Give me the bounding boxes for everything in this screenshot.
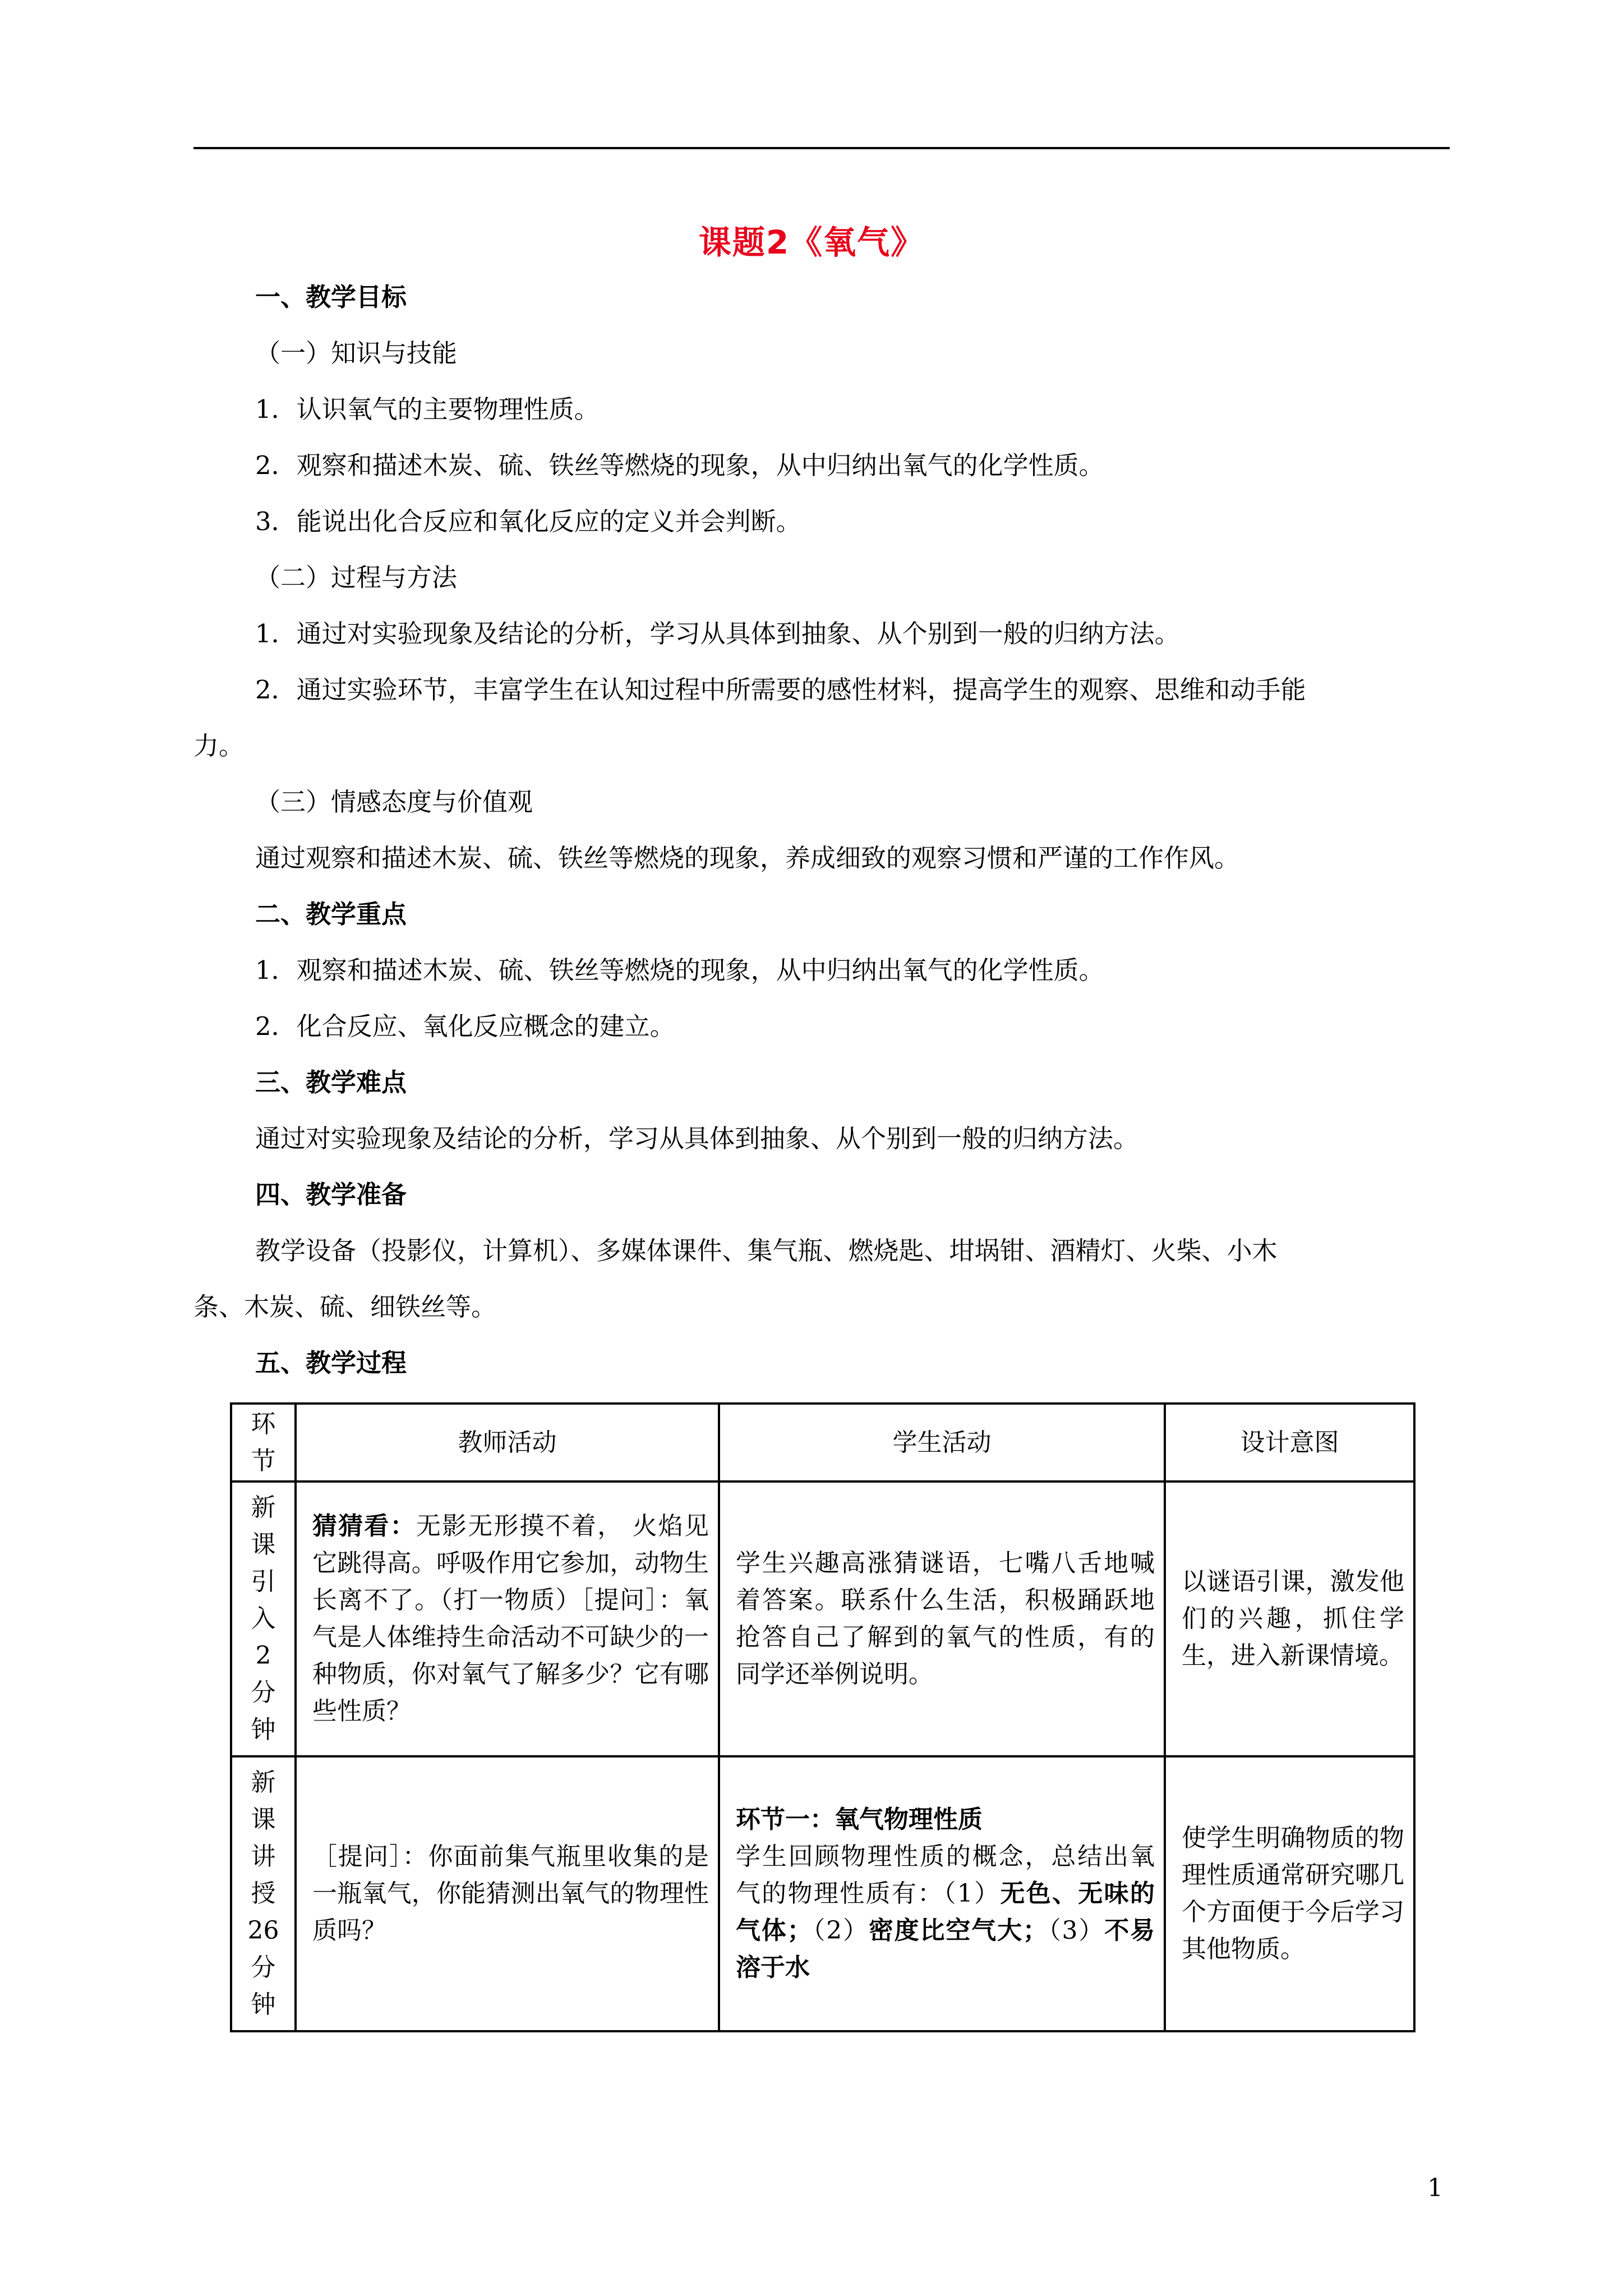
student-activity-cell xyxy=(719,1481,1165,1756)
page-number: 1 xyxy=(1427,2174,1443,2202)
student-activity-text: 学生兴趣高涨猜谜语，七嘴八舌地喊着答案。联系什么生活，积极踊跃地抢答自己了解到的氧气的性质，有的同学还举例说明。 xyxy=(736,1549,1155,1688)
table-row xyxy=(231,1756,1414,2031)
list-item: 2．化合反应、氧化反应概念的建立。 xyxy=(255,1011,675,1041)
column-header-stage: 环节 xyxy=(231,1404,296,1481)
design-intent-text: 使学生明确物质的物理性质通常研究哪几个方面便于今后学习其他物质。 xyxy=(1182,1824,1404,1963)
paragraph: 通过观察和描述木炭、硫、铁丝等燃烧的现象，养成细致的观察习惯和严谨的工作作风。 xyxy=(255,843,1240,873)
subsection-heading: （三）情感态度与价值观 xyxy=(255,787,533,817)
riddle-label: 猜猜看： xyxy=(312,1512,416,1540)
column-header-intent: 设计意图 xyxy=(1165,1404,1414,1481)
teacher-activity-text: 无影无形摸不着， 火焰见它跳得高。呼吸作用它参加，动物生长离不了。（打一物质）［提问］：氧气是人体维持生命活动不可缺少的一种物质，你对氧气了解多少？它有哪些性质？ xyxy=(312,1512,709,1726)
student-activity-heading: 环节一：氧气物理性质 xyxy=(736,1805,983,1834)
section-heading: 二、教学重点 xyxy=(255,899,407,929)
teacher-activity-cell xyxy=(296,1756,719,2031)
student-activity-text: 学生回顾物理性质的概念，总结出氧气的物理性质有： xyxy=(736,1842,1155,1908)
section-heading: 四、教学准备 xyxy=(255,1180,407,1209)
teacher-activity-cell xyxy=(296,1481,719,1756)
list-item: 1．通过对实验现象及结论的分析，学习从具体到抽象、从个别到一般的归纳方法。 xyxy=(255,619,1180,648)
section-heading: 三、教学难点 xyxy=(255,1068,407,1097)
stage-cell: 新课引入2分钟 xyxy=(231,1481,296,1756)
table-row xyxy=(231,1481,1414,1756)
subsection-heading: （一）知识与技能 xyxy=(255,338,458,368)
student-activity-cell: 环节一：氧气物理性质 学生回顾物理性质的概念，总结出氧气的物理性质有：（1）无色、无味的气体；（2）密度比空气大；（3）不易溶于水 xyxy=(719,1756,1165,2031)
teacher-activity-text: ［提问］：你面前集气瓶里收集的是一瓶氧气，你能猜测出氧气的物理性质吗？ xyxy=(312,1842,709,1945)
list-item: 1．认识氧气的主要物理性质。 xyxy=(255,394,600,424)
subsection-heading: （二）过程与方法 xyxy=(255,563,458,592)
list-item: 2．观察和描述木炭、硫、铁丝等燃烧的现象，从中归纳出氧气的化学性质。 xyxy=(255,450,1104,480)
paragraph: 教学设备（投影仪，计算机）、多媒体课件、集气瓶、燃烧匙、坩埚钳、酒精灯、火柴、小木 xyxy=(255,1236,1278,1266)
list-item: 1．观察和描述木炭、硫、铁丝等燃烧的现象，从中归纳出氧气的化学性质。 xyxy=(255,955,1104,985)
design-intent-cell xyxy=(1165,1481,1414,1756)
stage-cell: 新课讲授26分钟 xyxy=(231,1756,296,2031)
design-intent-text: 以谜语引课，激发他们的兴趣，抓住学生，进入新课情境。 xyxy=(1182,1567,1404,1670)
list-item: 2．通过实验环节，丰富学生在认知过程中所需要的感性材料，提高学生的观察、思维和动手能 xyxy=(255,675,1306,705)
property-item: 密度比空气大； xyxy=(868,1916,1048,1945)
list-item: 3．能说出化合反应和氧化反应的定义并会判断。 xyxy=(255,507,801,536)
property-item: 无色、无味的气体； xyxy=(736,1879,1155,1945)
paragraph: 通过对实验现象及结论的分析，学习从具体到抽象、从个别到一般的归纳方法。 xyxy=(255,1124,1139,1153)
design-intent-cell xyxy=(1165,1756,1414,2031)
column-header-student: 学生活动 xyxy=(719,1404,1165,1481)
paragraph-continuation: 条、木炭、硫、细铁丝等。 xyxy=(193,1292,497,1322)
column-header-teacher: 教师活动 xyxy=(296,1404,719,1481)
section-heading: 五、教学过程 xyxy=(255,1348,407,1378)
teaching-process-table xyxy=(230,1402,1415,2032)
page-title: 课题2《氧气》 xyxy=(698,223,925,261)
list-item-continuation: 力。 xyxy=(193,731,245,761)
table-header-row xyxy=(231,1404,1414,1481)
header-rule xyxy=(193,147,1450,149)
property-item: 不易溶于水 xyxy=(736,1916,1155,1982)
section-heading: 一、教学目标 xyxy=(255,282,407,312)
